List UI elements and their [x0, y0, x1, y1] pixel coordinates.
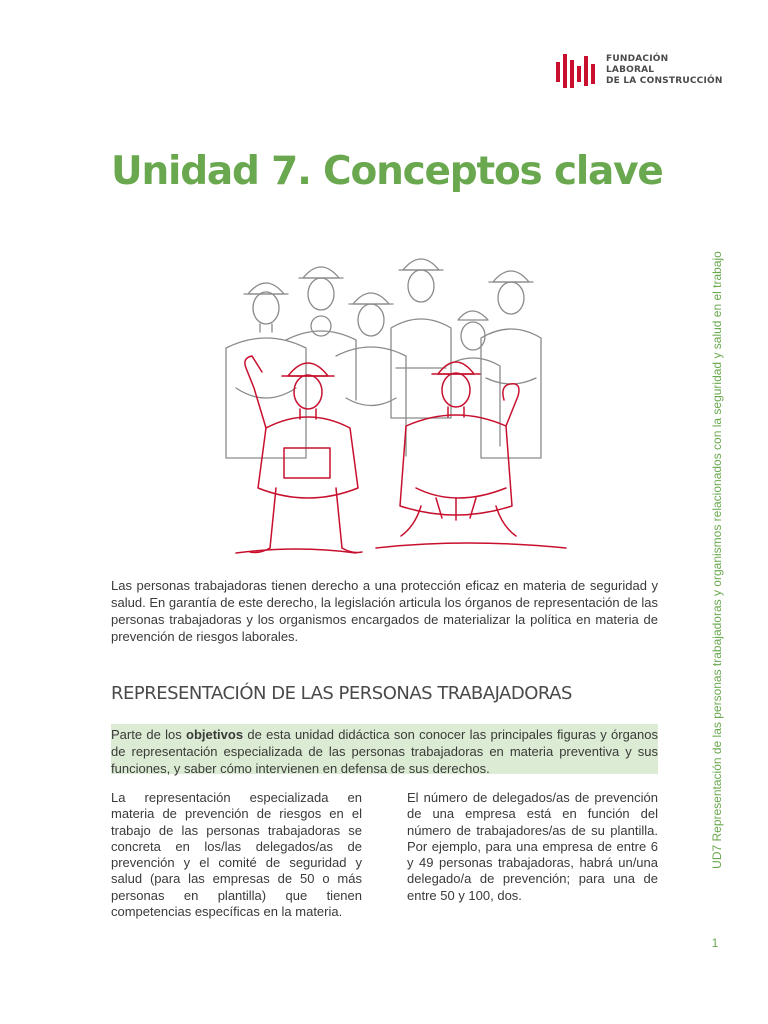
column-left-text: La representación especializada en materia de prevención de riesgos en el trabajo de las personas trabajadoras se concreta en los/las delegados/as de prevención y el comité de seguridad y salud (para las empresas de 50 o más personas en plantilla) que tienen competencias específicas en la materia. [111, 790, 362, 920]
intro-paragraph: Las personas trabajadoras tienen derecho a una protección eficaz en materia de seguridad y salud. En garantía de este derecho, la legislación articula los órganos de representación de las personas trabajadoras y los organismos encargados de materializar la política en materia de prevención de riesgos laborales. [111, 578, 658, 644]
unit-side-title: UD7 Representación de las personas trabajadoras y organismos relacionados con la seguridad y salud en el trabajo [710, 251, 724, 869]
objectives-suffix: de esta unidad didáctica son conocer las principales figuras y órganos de representación especializada de las personas trabajadoras en materia preventiva y sus funciones, y saber cómo intervienen en defensa de sus derechos. [111, 727, 658, 776]
objectives-prefix: Parte de los [111, 727, 186, 742]
construction-workers-icon [196, 248, 568, 562]
section-title: REPRESENTACIÓN DE LAS PERSONAS TRABAJADORAS [111, 683, 572, 704]
logo-line-3: DE LA CONSTRUCCIÓN [606, 76, 723, 86]
foundation-logo [556, 52, 726, 92]
logo-line-1: FUNDACIÓN [606, 54, 669, 64]
objectives-box [111, 724, 658, 774]
page-title: Unidad 7. Conceptos clave [111, 149, 663, 194]
objectives-bold: objetivos [186, 727, 244, 742]
logo-text [606, 54, 723, 87]
logo-line-2: LABORAL [606, 65, 655, 75]
column-right-text: El número de delegados/as de prevención de una empresa está en función del número de trabajadores/as de su plantilla. Por ejemplo, para una empresa de entre 6 y 49 personas trabajadoras, habrá un/una delegado/a de prevención; para una de entre 50 y 100, dos. [407, 790, 658, 903]
page-number: 1 [711, 936, 719, 950]
logo-bars-icon [556, 52, 602, 90]
